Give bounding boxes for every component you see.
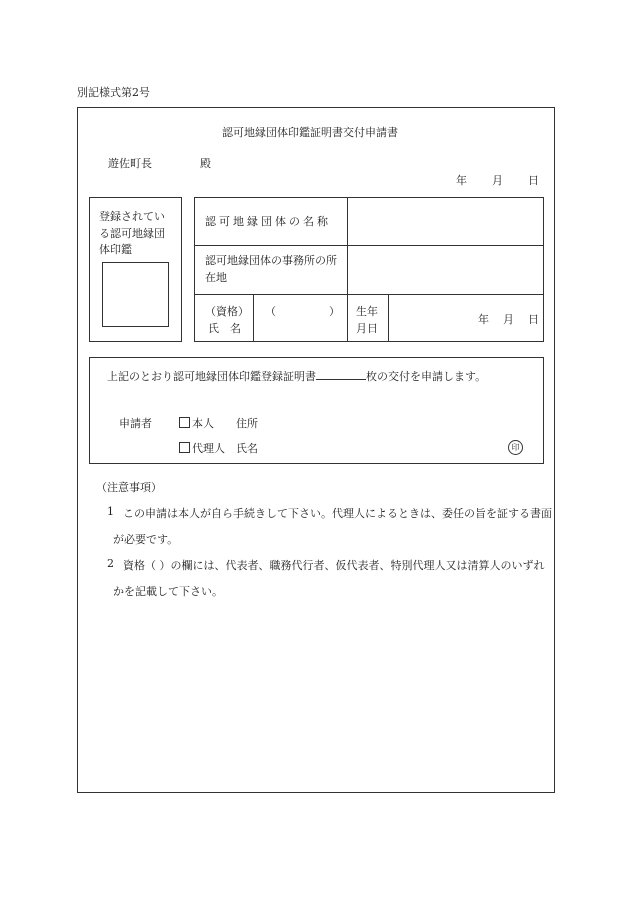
note-1-text: この申請は本人が自ら手続きして下さい。代理人によるときは、委任の旨を証する書面が必要です。 [113,507,552,546]
note-2-number: 2 [107,557,114,570]
birth-label-top: 生年 [356,305,378,318]
org-name-label: 認可地縁団体の名称 [205,215,331,228]
birth-month: 月 [503,313,514,326]
addressee-name: 遊佐町長 [108,157,152,170]
org-address-field[interactable] [349,247,542,292]
note-2-text: 資格（ ）の欄には、代表者、職務代行者、仮代表者、特別代理人又は清算人のいずれかを記載して下さい。 [113,559,545,598]
seal-impression-area[interactable] [102,262,169,327]
addressee-honorific: 殿 [200,157,211,170]
qualification-paren-close: ） [329,305,340,318]
self-option-label: 本人 [192,417,214,430]
application-statement [107,369,486,383]
birth-label-bottom: 月日 [356,322,378,335]
self-option[interactable] [179,417,214,430]
date-day: 日 [528,174,539,187]
birth-day: 日 [528,313,539,326]
notes-heading: （注意事項） [96,481,162,494]
proxy-option[interactable] [179,442,225,455]
self-checkbox[interactable] [179,417,190,428]
statement-after: 枚の交付を申請します。 [366,370,487,383]
address-label: 住所 [236,417,258,430]
seal-mark-icon: 印 [508,440,523,455]
date-year: 年 [456,174,467,187]
org-name-field[interactable] [349,199,542,243]
form-number: 別記様式第2号 [77,86,150,99]
copy-count-field[interactable] [316,369,366,380]
applicant-name-label: 氏名 [236,442,258,455]
proxy-checkbox[interactable] [179,442,190,453]
org-address-label: 認可地縁団体の事務所の所在地 [205,254,337,284]
applicant-label: 申請者 [119,417,152,430]
birth-year: 年 [478,313,489,326]
date-month: 月 [492,174,503,187]
qualification-field[interactable] [275,300,327,316]
note-1-number: 1 [107,505,114,518]
representative-name-field[interactable] [256,318,345,340]
seal-box-label: 登録されている認可地縁団体印鑑 [99,210,165,256]
form-title: 認可地縁団体印鑑証明書交付申請書 [222,126,398,139]
qualification-paren-open: （ [265,305,276,318]
qualification-label: （資格） [205,305,249,318]
statement-before: 上記のとおり認可地縁団体印鑑登録証明書 [107,370,316,383]
proxy-option-label: 代理人 [192,442,225,455]
name-label: 氏 名 [208,322,241,335]
